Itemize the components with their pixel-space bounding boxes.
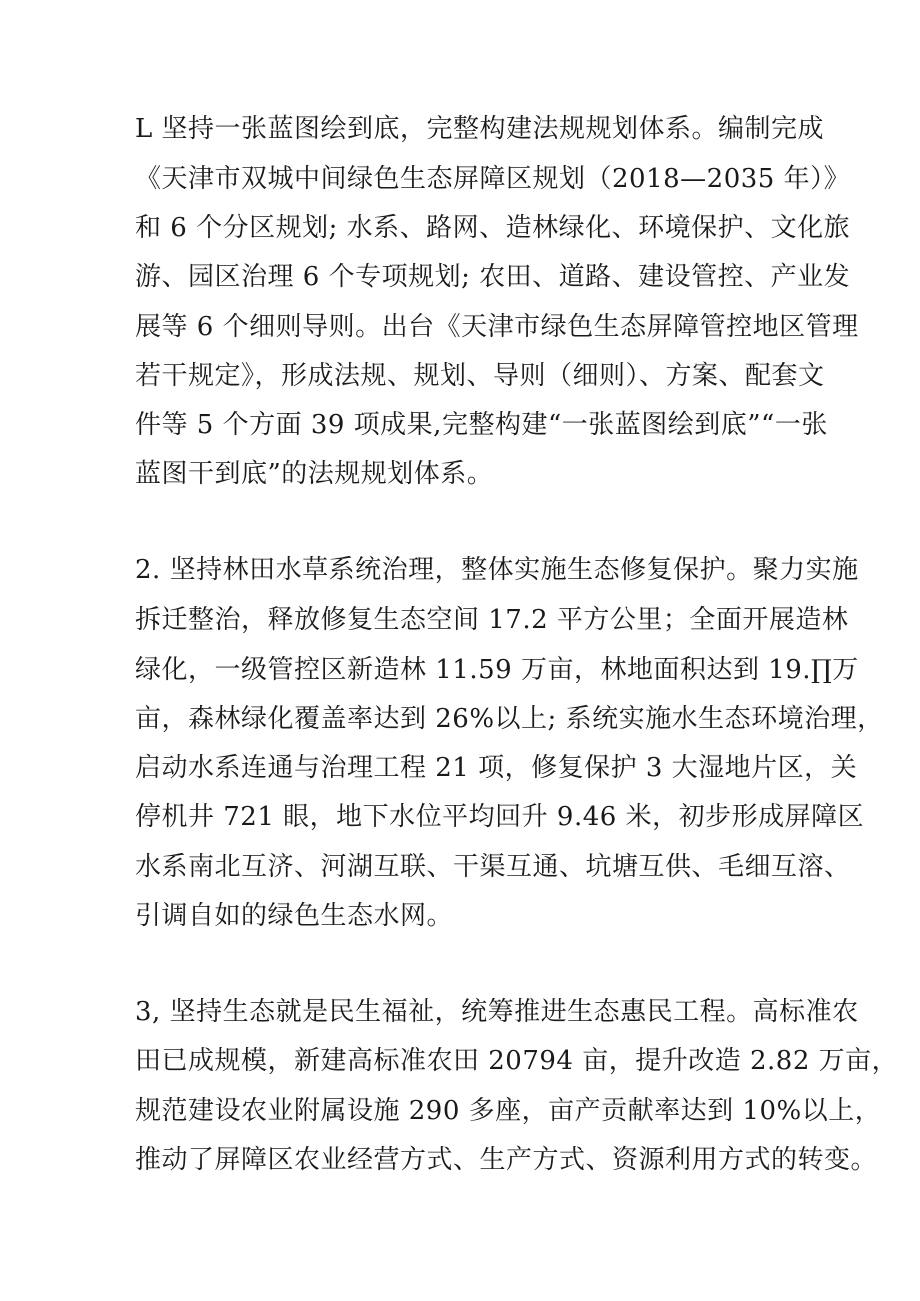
- paragraph-line: 和 6 个分区规划; 水系、路网、造林绿化、环境保护、文化旅: [135, 213, 851, 243]
- paragraph-line: 展等 6 个细则导则。出台《天津市绿色生态屏障管控地区管理: [135, 312, 859, 342]
- paragraph-line: 蓝图干到底”的法规规划体系。: [135, 459, 494, 489]
- paragraph-line: 水系南北互济、河湖互联、干渠互通、坑塘互供、毛细互溶、: [135, 852, 851, 882]
- paragraph-line: 引调自如的绿色生态水网。: [135, 901, 454, 931]
- paragraph-line: 绿化，一级管控区新造林 11.59 万亩，林地面积达到 19.∏万: [135, 655, 859, 685]
- paragraph-line: 3, 坚持生态就是民生福祉，统筹推进生态惠民工程。高标准农: [135, 997, 859, 1027]
- paragraph-line: 停机井 721 眼，地下水位平均回升 9.46 米，初步形成屏障区: [135, 802, 865, 832]
- paragraph-line: L 坚持一张蓝图绘到底，完整构建法规规划体系。编制完成: [135, 114, 825, 144]
- paragraph-line: 《天津市双城中间绿色生态屏障区规划（2018—2035 年）》: [135, 164, 851, 194]
- paragraph-line: 规范建设农业附属设施 290 多座，亩产贡献率达到 10%以上，: [135, 1096, 882, 1126]
- paragraph-line: 推动了屏障区农业经营方式、生产方式、资源利用方式的转变。: [135, 1145, 878, 1175]
- paragraph-line: 件等 5 个方面 39 项成果,完整构建“一张蓝图绘到底”“一张: [135, 410, 828, 440]
- paragraph-line: 启动水系连通与治理工程 21 项，修复保护 3 大湿地片区，关: [135, 753, 858, 783]
- paragraph-line: 拆迁整治，释放修复生态空间 17.2 平方公里；全面开展造林: [135, 605, 849, 635]
- paragraph-line: 游、园区治理 6 个专项规划; 农田、道路、建设管控、产业发: [135, 262, 851, 292]
- paragraph-line: 田已成规模，新建高标准农田 20794 亩，提升改造 2.82 万亩，: [135, 1046, 899, 1076]
- paragraph-line: 2. 坚持林田水草系统治理，整体实施生态修复保护。聚力实施: [135, 555, 859, 585]
- paragraph-line: 若干规定》，形成法规、规划、导则（细则）、方案、配套文: [135, 361, 825, 391]
- paragraph-line: 亩，森林绿化覆盖率达到 26%以上; 系统实施水生态环境治理，: [135, 704, 884, 734]
